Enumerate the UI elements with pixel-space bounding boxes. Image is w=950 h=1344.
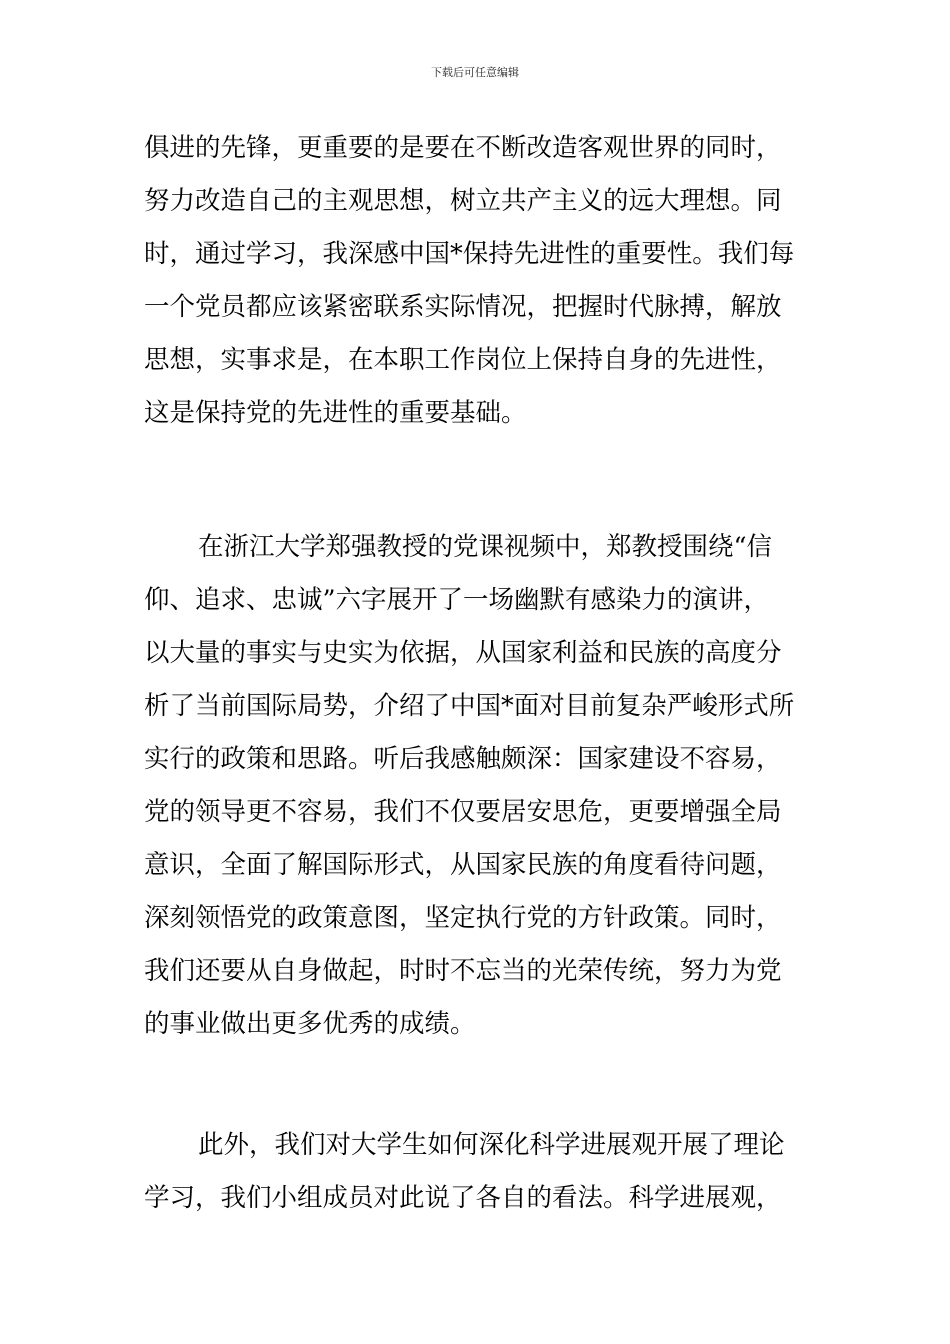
text-line: 我们还要从自身做起，时时不忘当的光荣传统，努力为党 [144, 956, 782, 986]
paragraph-3 [144, 1119, 808, 1225]
text-line: 这是保持党的先进性的重要基础。 [144, 398, 527, 428]
text-line: 思想，实事求是，在本职工作岗位上保持自身的先进性， [144, 345, 782, 375]
text-line: 在浙江大学郑强教授的党课视频中，郑教授围绕“信 [198, 532, 773, 562]
text-line: 此外，我们对大学生如何深化科学进展观开展了理论 [198, 1130, 785, 1160]
paragraph-1 [144, 122, 808, 440]
page-header: 下载后可任意编辑 [431, 66, 519, 79]
text-line: 仰、追求、忠诚”六字展开了一场幽默有感染力的演讲， [144, 585, 770, 615]
text-line: 意识，全面了解国际形式，从国家民族的角度看待问题， [144, 850, 782, 880]
text-line: 一个党员都应该紧密联系实际情况，把握时代脉搏，解放 [144, 292, 782, 322]
text-line: 以大量的事实与史实为依据，从国家利益和民族的高度分 [144, 638, 782, 668]
text-line: 俱进的先锋，更重要的是要在不断改造客观世界的同时， [144, 133, 782, 163]
text-line: 时，通过学习，我深感中国*保持先进性的重要性。我们每 [144, 239, 795, 269]
text-line: 析了当前国际局势，介绍了中国*面对目前复杂严峻形式所 [144, 691, 795, 721]
text-line: 的事业做出更多优秀的成绩。 [144, 1009, 476, 1039]
text-line: 深刻领悟党的政策意图，坚定执行党的方针政策。同时， [144, 903, 782, 933]
text-line: 学习，我们小组成员对此说了各自的看法。科学进展观， [144, 1183, 782, 1213]
text-line: 实行的政策和思路。听后我感触颇深：国家建设不容易， [144, 744, 782, 774]
text-line: 努力改造自己的主观思想，树立共产主义的远大理想。同 [144, 186, 782, 216]
paragraph-2 [144, 521, 808, 1051]
text-line: 党的领导更不容易，我们不仅要居安思危，更要增强全局 [144, 797, 782, 827]
